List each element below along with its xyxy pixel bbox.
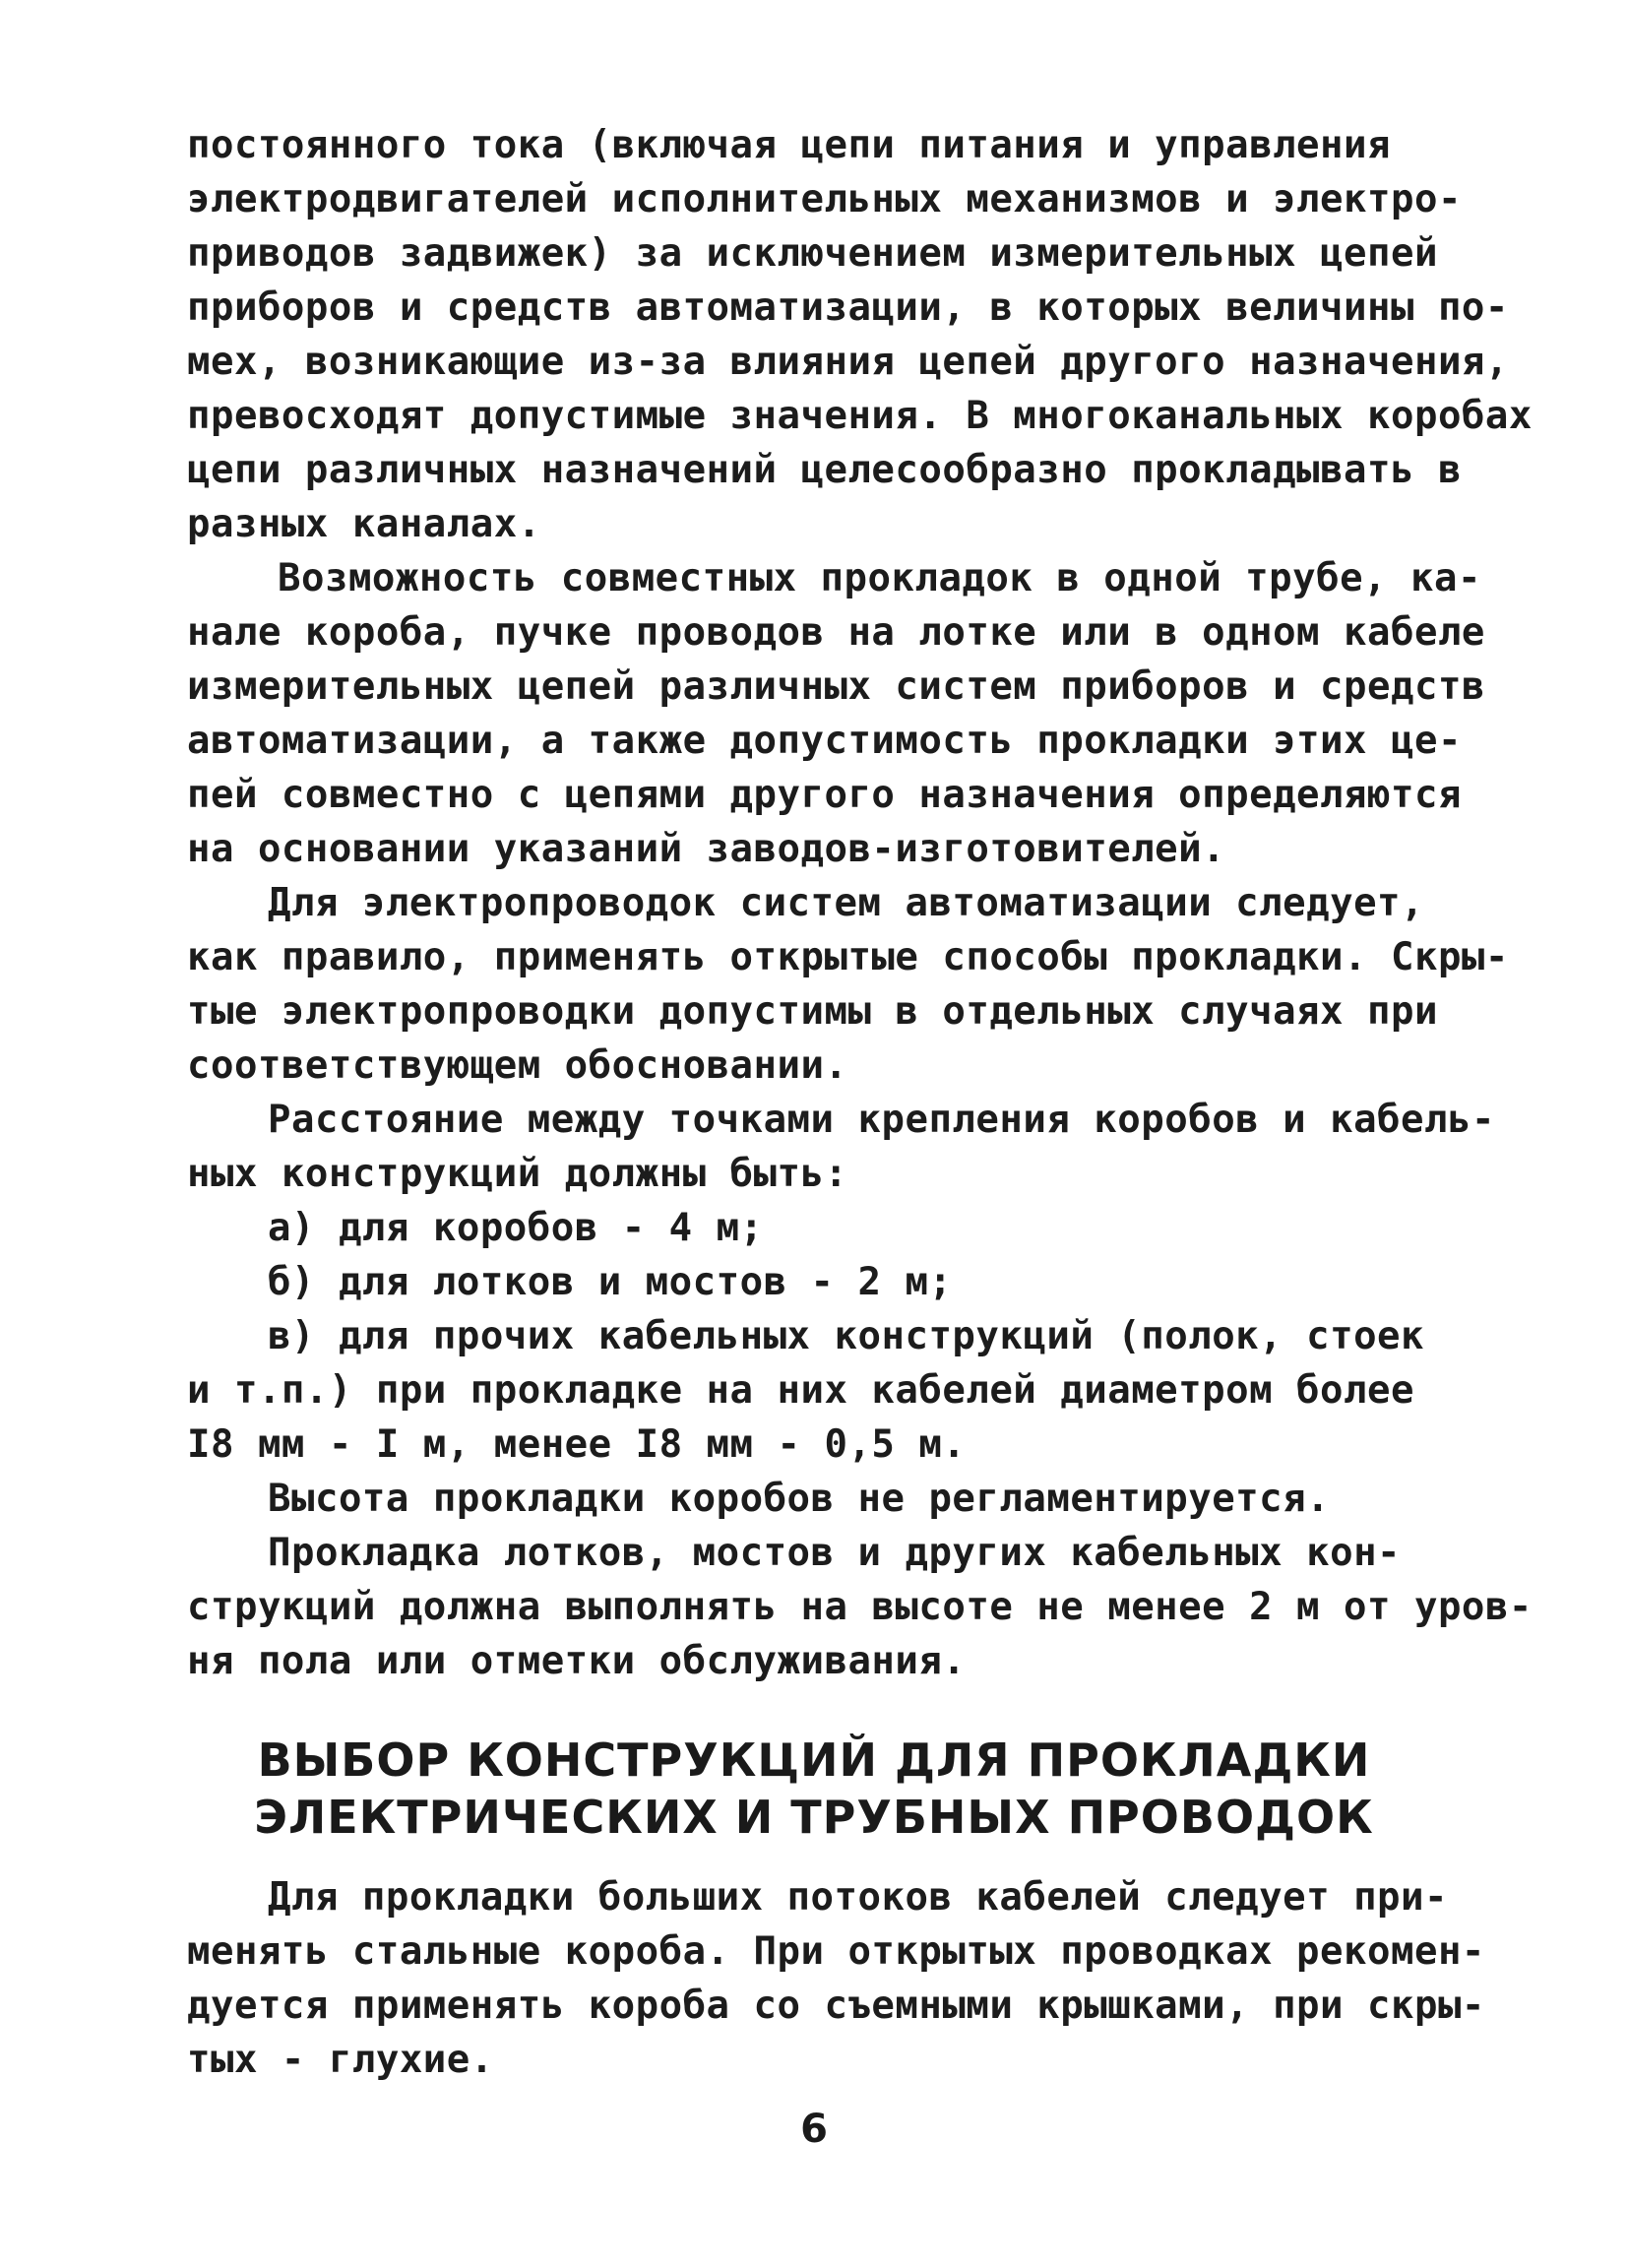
- page-number: 6: [800, 2107, 828, 2152]
- text-line: I8 мм - I м, менее I8 мм - 0,5 м.: [187, 1422, 967, 1467]
- text-line: ных конструкций должны быть:: [187, 1152, 848, 1196]
- text-line: измерительных цепей различных систем приборов и средств: [187, 664, 1485, 709]
- text-line: ня пола или отметки обслуживания.: [187, 1639, 967, 1683]
- list-item: а) для коробов - 4 м;: [268, 1206, 764, 1250]
- text-line: автоматизации, а также допустимость прокладки этих це-: [187, 719, 1462, 763]
- text-line: приборов и средств автоматизации, в которых величины по-: [187, 285, 1509, 330]
- text-line: приводов задвижек) за исключением измерительных цепей: [187, 231, 1438, 276]
- text-line: Для электропроводок систем автоматизации следует,: [268, 881, 1425, 925]
- text-line: разных каналах.: [187, 502, 541, 546]
- text-line: превосходят допустимые значения. В многоканальных коробах: [187, 394, 1533, 438]
- text-line: Возможность совместных прокладок в одной трубе, ка-: [278, 556, 1481, 600]
- text-line: дуется применять короба со съемными крышками, при скры-: [187, 1984, 1485, 2028]
- text-line: менять стальные короба. При открытых проводках рекомен-: [187, 1929, 1485, 1974]
- text-line: тые электропроводки допустимы в отдельных случаях при: [187, 989, 1438, 1034]
- list-item: б) для лотков и мостов - 2 м;: [268, 1260, 953, 1304]
- section-heading: ЭЛЕКТРИЧЕСКИХ И ТРУБНЫХ ПРОВОДОК: [254, 1791, 1374, 1844]
- text-line: нале короба, пучке проводов на лотке или в одном кабеле: [187, 610, 1485, 655]
- text-line: цепи различных назначений целесообразно прокладывать в: [187, 448, 1462, 492]
- text-line: как правило, применять открытые способы прокладки. Скры-: [187, 935, 1509, 979]
- text-line: на основании указаний заводов-изготовителей.: [187, 827, 1226, 871]
- text-line: соответствующем обосновании.: [187, 1043, 848, 1088]
- paragraph: Высота прокладки коробов не регламентируется.: [268, 1477, 1331, 1521]
- text-line: пей совместно с цепями другого назначения определяются: [187, 773, 1462, 817]
- section-heading: ВЫБОР КОНСТРУКЦИЙ ДЛЯ ПРОКЛАДКИ: [257, 1733, 1371, 1787]
- text-line: струкций должна выполнять на высоте не менее 2 м от уров-: [187, 1585, 1533, 1629]
- text-line: и т.п.) при прокладке на них кабелей диаметром более: [187, 1368, 1414, 1413]
- text-line: постоянного тока (включая цепи питания и управления: [187, 123, 1391, 167]
- text-line: электродвигателей исполнительных механизмов и электро-: [187, 177, 1462, 221]
- list-item: в) для прочих кабельных конструкций (полок, стоек: [268, 1314, 1425, 1358]
- text-line: мех, возникающие из-за влияния цепей другого назначения,: [187, 340, 1509, 384]
- text-line: Для прокладки больших потоков кабелей следует при-: [268, 1875, 1448, 1920]
- text-line: Прокладка лотков, мостов и других кабельных кон-: [268, 1531, 1402, 1575]
- text-line: Расстояние между точками крепления коробов и кабель-: [268, 1098, 1495, 1142]
- text-line: тых - глухие.: [187, 2038, 494, 2082]
